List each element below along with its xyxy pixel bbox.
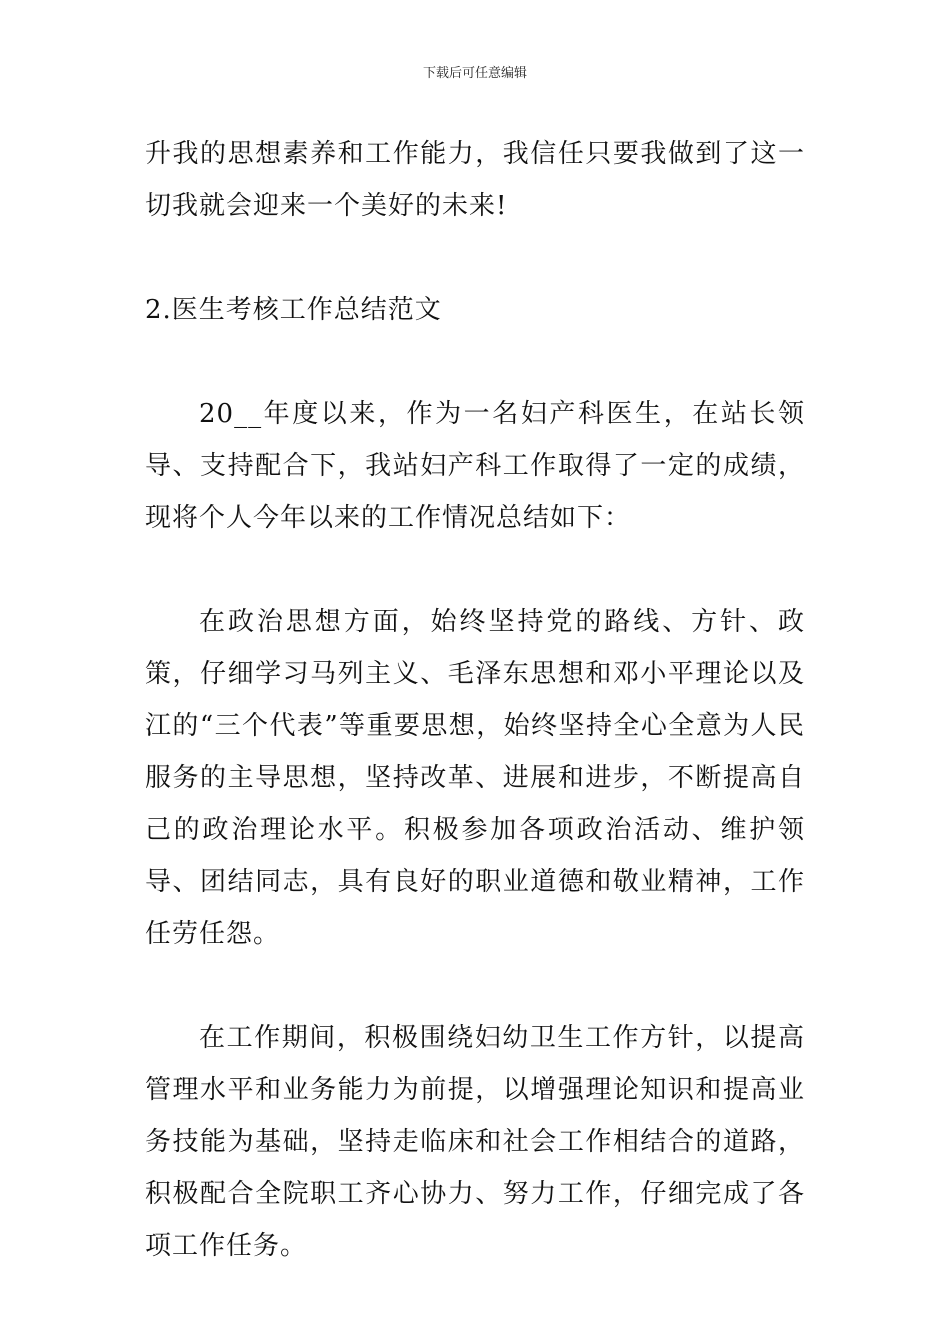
paragraph-spacer	[145, 960, 805, 1012]
page-header: 下载后可任意编辑	[422, 66, 527, 81]
paragraph-political: 在政治思想方面，始终坚持党的路线、方针、政策，仔细学习马列主义、毛泽东思想和邓小平理论以及江的“三个代表”等重要思想，始终坚持全心全意为人民服务的主导思想，坚持改革、进展和进步，不断提高自己的政治理论水平。积极参加各项政治活动、维护领导、团结同志，具有良好的职业道德和敬业精神，工作任劳任怨。	[145, 607, 805, 949]
paragraph-intro: 20__年度以来，作为一名妇产科医生，在站长领导、支持配合下，我站妇产科工作取得了一定的成绩，现将个人今年以来的工作情况总结如下：	[145, 399, 805, 533]
document-body	[145, 128, 805, 1272]
paragraph-spacer	[145, 232, 805, 284]
paragraph-spacer	[145, 544, 805, 596]
paragraph-continued: 升我的思想素养和工作能力，我信任只要我做到了这一切我就会迎来一个美好的未来!	[145, 139, 805, 221]
paragraph-work: 在工作期间，积极围绕妇幼卫生工作方针，以提高管理水平和业务能力为前提，以增强理论知识和提高业务技能为基础，坚持走临床和社会工作相结合的道路，积极配合全院职工齐心协力、努力工作，仔细完成了各项工作任务。	[145, 1023, 805, 1261]
paragraph-spacer	[145, 336, 805, 388]
section-heading: 2.医生考核工作总结范文	[145, 295, 442, 325]
